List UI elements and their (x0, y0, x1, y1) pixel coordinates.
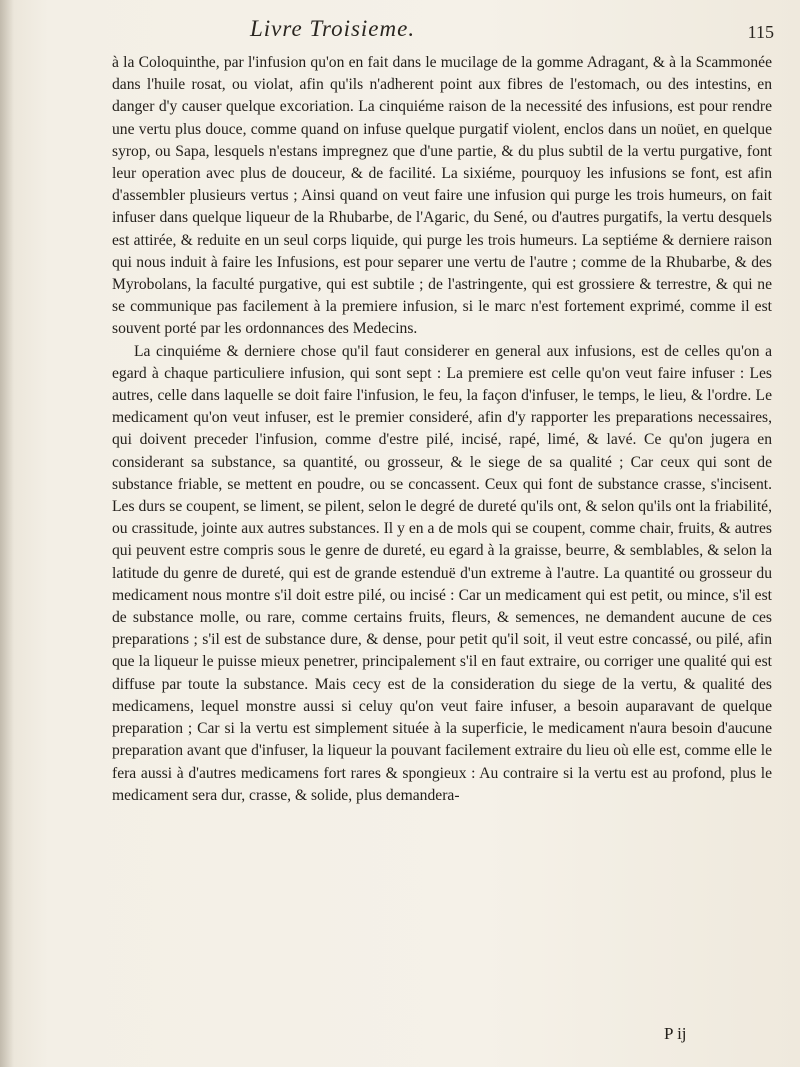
page-header (148, 14, 778, 54)
running-title: Livre Troisieme. (250, 16, 416, 41)
body-text (112, 52, 772, 807)
page-number: 115 (747, 22, 774, 42)
paragraph: La cinquiéme & derniere chose qu'il faut considerer en general aux infusions, est de celles qu'on a egard à chaque particuliere infusion, qui sont sept : La premiere est celle qu'on veut faire infuser : Les autres, celle dans laquelle se doit faire l'infusion, le feu, la façon d'infuser, le temps, le lieu, & l'ordre. Le medicament qu'on veut infuser, est le premier consideré, afin d'y rapporter les preparations necessaires, qui doivent preceder l'infusion, comme d'estre pilé, incisé, rapé, limé, & lavé. Ce qu'on jugera en considerant sa substance, sa quantité, ou grosseur, & le siege de sa qualité ; Car ceux qui sont de substance friable, se mettent en poudre, ou se concassent. Ceux qui font de substance crasse, s'incisent. Les durs se coupent, se liment, se pilent, selon le degré de dureté qu'ils ont, & selon qu'ils ont la friabilité, ou crassitude, jointe aux autres substances. Il y en a de mols qui se coupent, comme chair, fruits, & autres qui peuvent estre compris sous le genre de dureté, eu egard à la graisse, beurre, & semblables, & selon la latitude du genre de dureté, qui est de grande estenduë d'un extreme à l'autre. La quantité ou grosseur du medicament nous montre s'il doit estre pilé, ou incisé : Car un medicament qui est petit, ou mince, s'il est de substance molle, ou rare, comme certains fruits, fleurs, & semences, ne demandent aucune de ces preparations ; s'il est de substance dure, & dense, pour petit qu'il soit, il veut estre concassé, ou pilé, afin que la liqueur le puisse mieux penetrer, principalement s'il en faut extraire, ou corriger une qualité qui est diffuse par toute la substance. Mais cecy est de la consideration du siege de la vertu, & qualité des medicamens, lequel monstre aussi si celuy qu'on veut faire infuser, a besoin auparavant de quelque preparation ; Car si la vertu est simplement située à la superficie, le medicament n'aura besoin d'aucune preparation avant que d'infuser, la liqueur la pouvant facilement extraire du lieu où elle est, comme elle le fera aussi à d'autres medicamens fort rares & spongieux : Au contraire si la vertu est au profond, plus le medicament sera dur, crasse, & solide, plus demandera- (112, 342, 772, 804)
signature-mark: P ij (664, 1024, 687, 1043)
page-spine-shadow (0, 0, 14, 1067)
paragraph: à la Coloquinthe, par l'infusion qu'on en fait dans le mucilage de la gomme Adragant, & à la Scammonée dans l'huile rosat, ou violat, afin qu'ils n'adherent point aux fibres de l'estomach, ou des intestins, en danger d'y causer quelque excoriation. La cinquiéme raison de la necessité des infusions, est pour rendre une vertu plus douce, comme quand on infuse quelque purgatif violent, enclos dans un noüet, en quelque syrop, ou Sapa, lesquels n'estans impregnez que d'une partie, & du plus subtil de la vertu purgative, font leur operation avec plus de douceur, & de facilité. La sixiéme, pourquoy les infusions se font, est afin d'assembler plusieurs vertus ; Ainsi quand on veut faire une infusion qui purge les trois humeurs, on fait infuser dans quelque liqueur de la Rhubarbe, de l'Agaric, du Sené, ou d'autres purgatifs, la vertu desquels est attirée, & reduite en un seul corps liquide, qui purge les trois humeurs. La septiéme & derniere raison qui nous induit à faire les Infusions, est pour separer une vertu de l'autre ; comme de la Rhubarbe, & des Myrobolans, la faculté purgative, qui est subtile ; de l'astringente, qui est grossiere & terrestre, & qui ne se communique pas facilement à la premiere infusion, si le marc n'est fortement exprimé, comme il est souvent porté par les ordonnances des Medecins. (112, 54, 772, 338)
